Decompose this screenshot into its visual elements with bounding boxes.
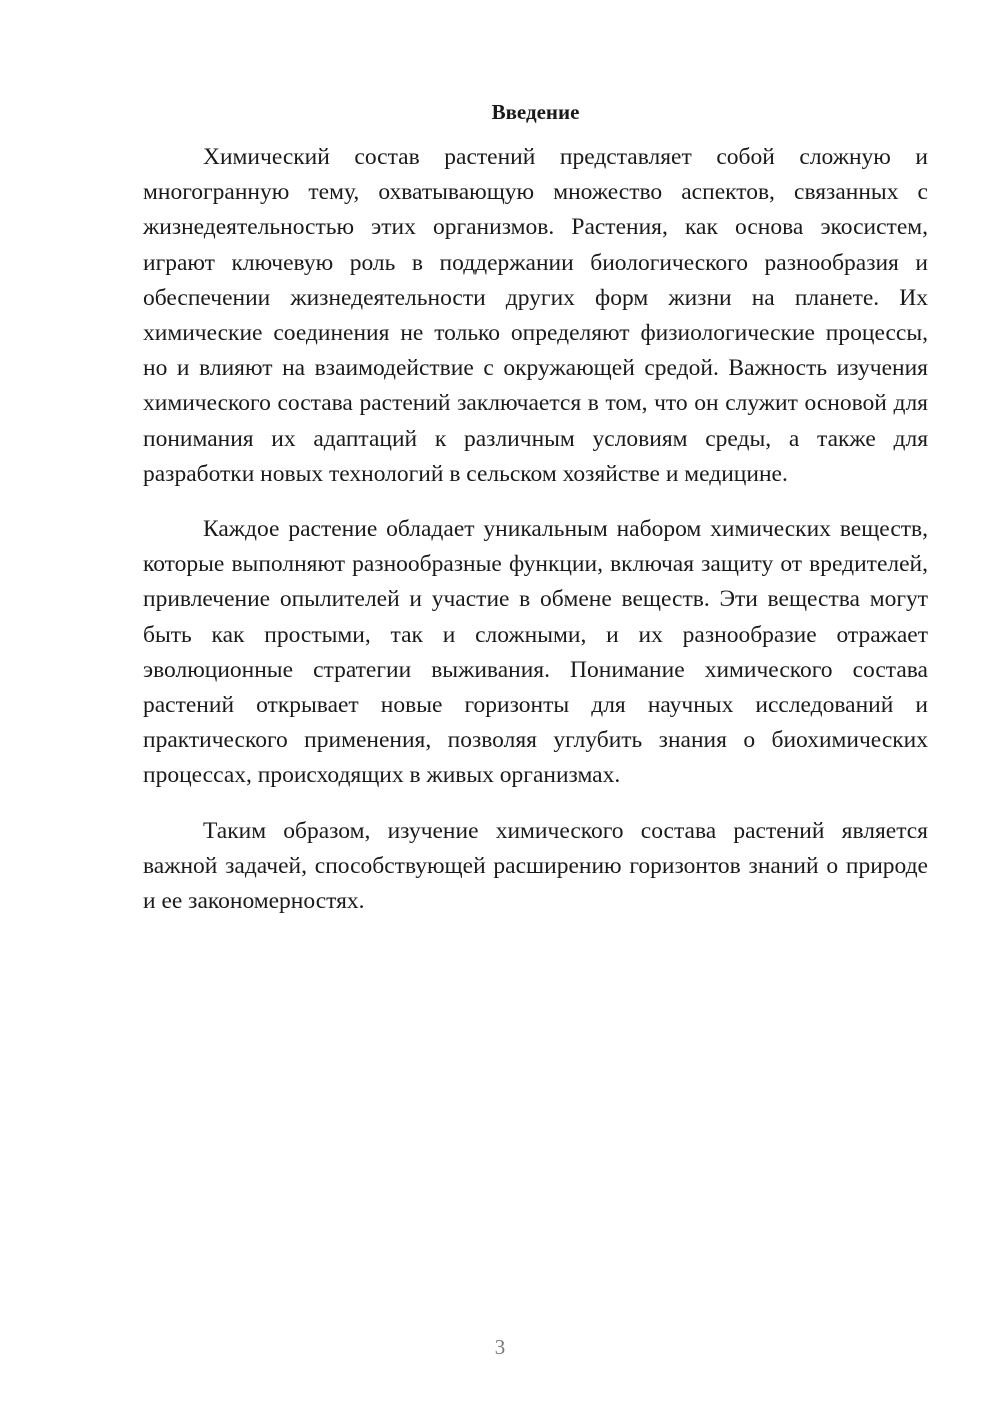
paragraph-1: Химический состав растений представляет собой сложную и многогранную тему, охватывающую множество аспектов, связанных с жизнедеятельностью этих организмов. Растения, как основа экосистем, играют ключевую роль в поддержании биологического разнообразия и обеспечении жизнедеятельности других форм жизни на планете. Их химические соединения не только определяют физиологические процессы, но и влияют на взаимодействие с окружающей средой. Важность изучения химического состава растений заключается в том, что он служит основой для понимания их адаптаций к различным условиям среды, а также для разработки новых технологий в сельском хозяйстве и медицине. bbox=[143, 144, 928, 487]
paragraph-2: Каждое растение обладает уникальным набором химических веществ, которые выполняют разнообразные функции, включая защиту от вредителей, привлечение опылителей и участие в обмене веществ. Эти вещества могут быть как простыми, так и сложными, и их разнообразие отражает эволюционные стратегии выживания. Понимание химического состава растений открывает новые горизонты для научных исследований и практического применения, позволяя углубить знания о биохимических процессах, происходящих в живых организмах. bbox=[143, 516, 928, 789]
section-heading: Введение bbox=[491, 100, 580, 124]
body-text bbox=[143, 140, 928, 939]
paragraph-3: Таким образом, изучение химического состава растений является важной задачей, способствующей расширению горизонтов знаний о природе и ее закономерностях. bbox=[143, 817, 928, 915]
page-number: 3 bbox=[494, 1335, 506, 1359]
